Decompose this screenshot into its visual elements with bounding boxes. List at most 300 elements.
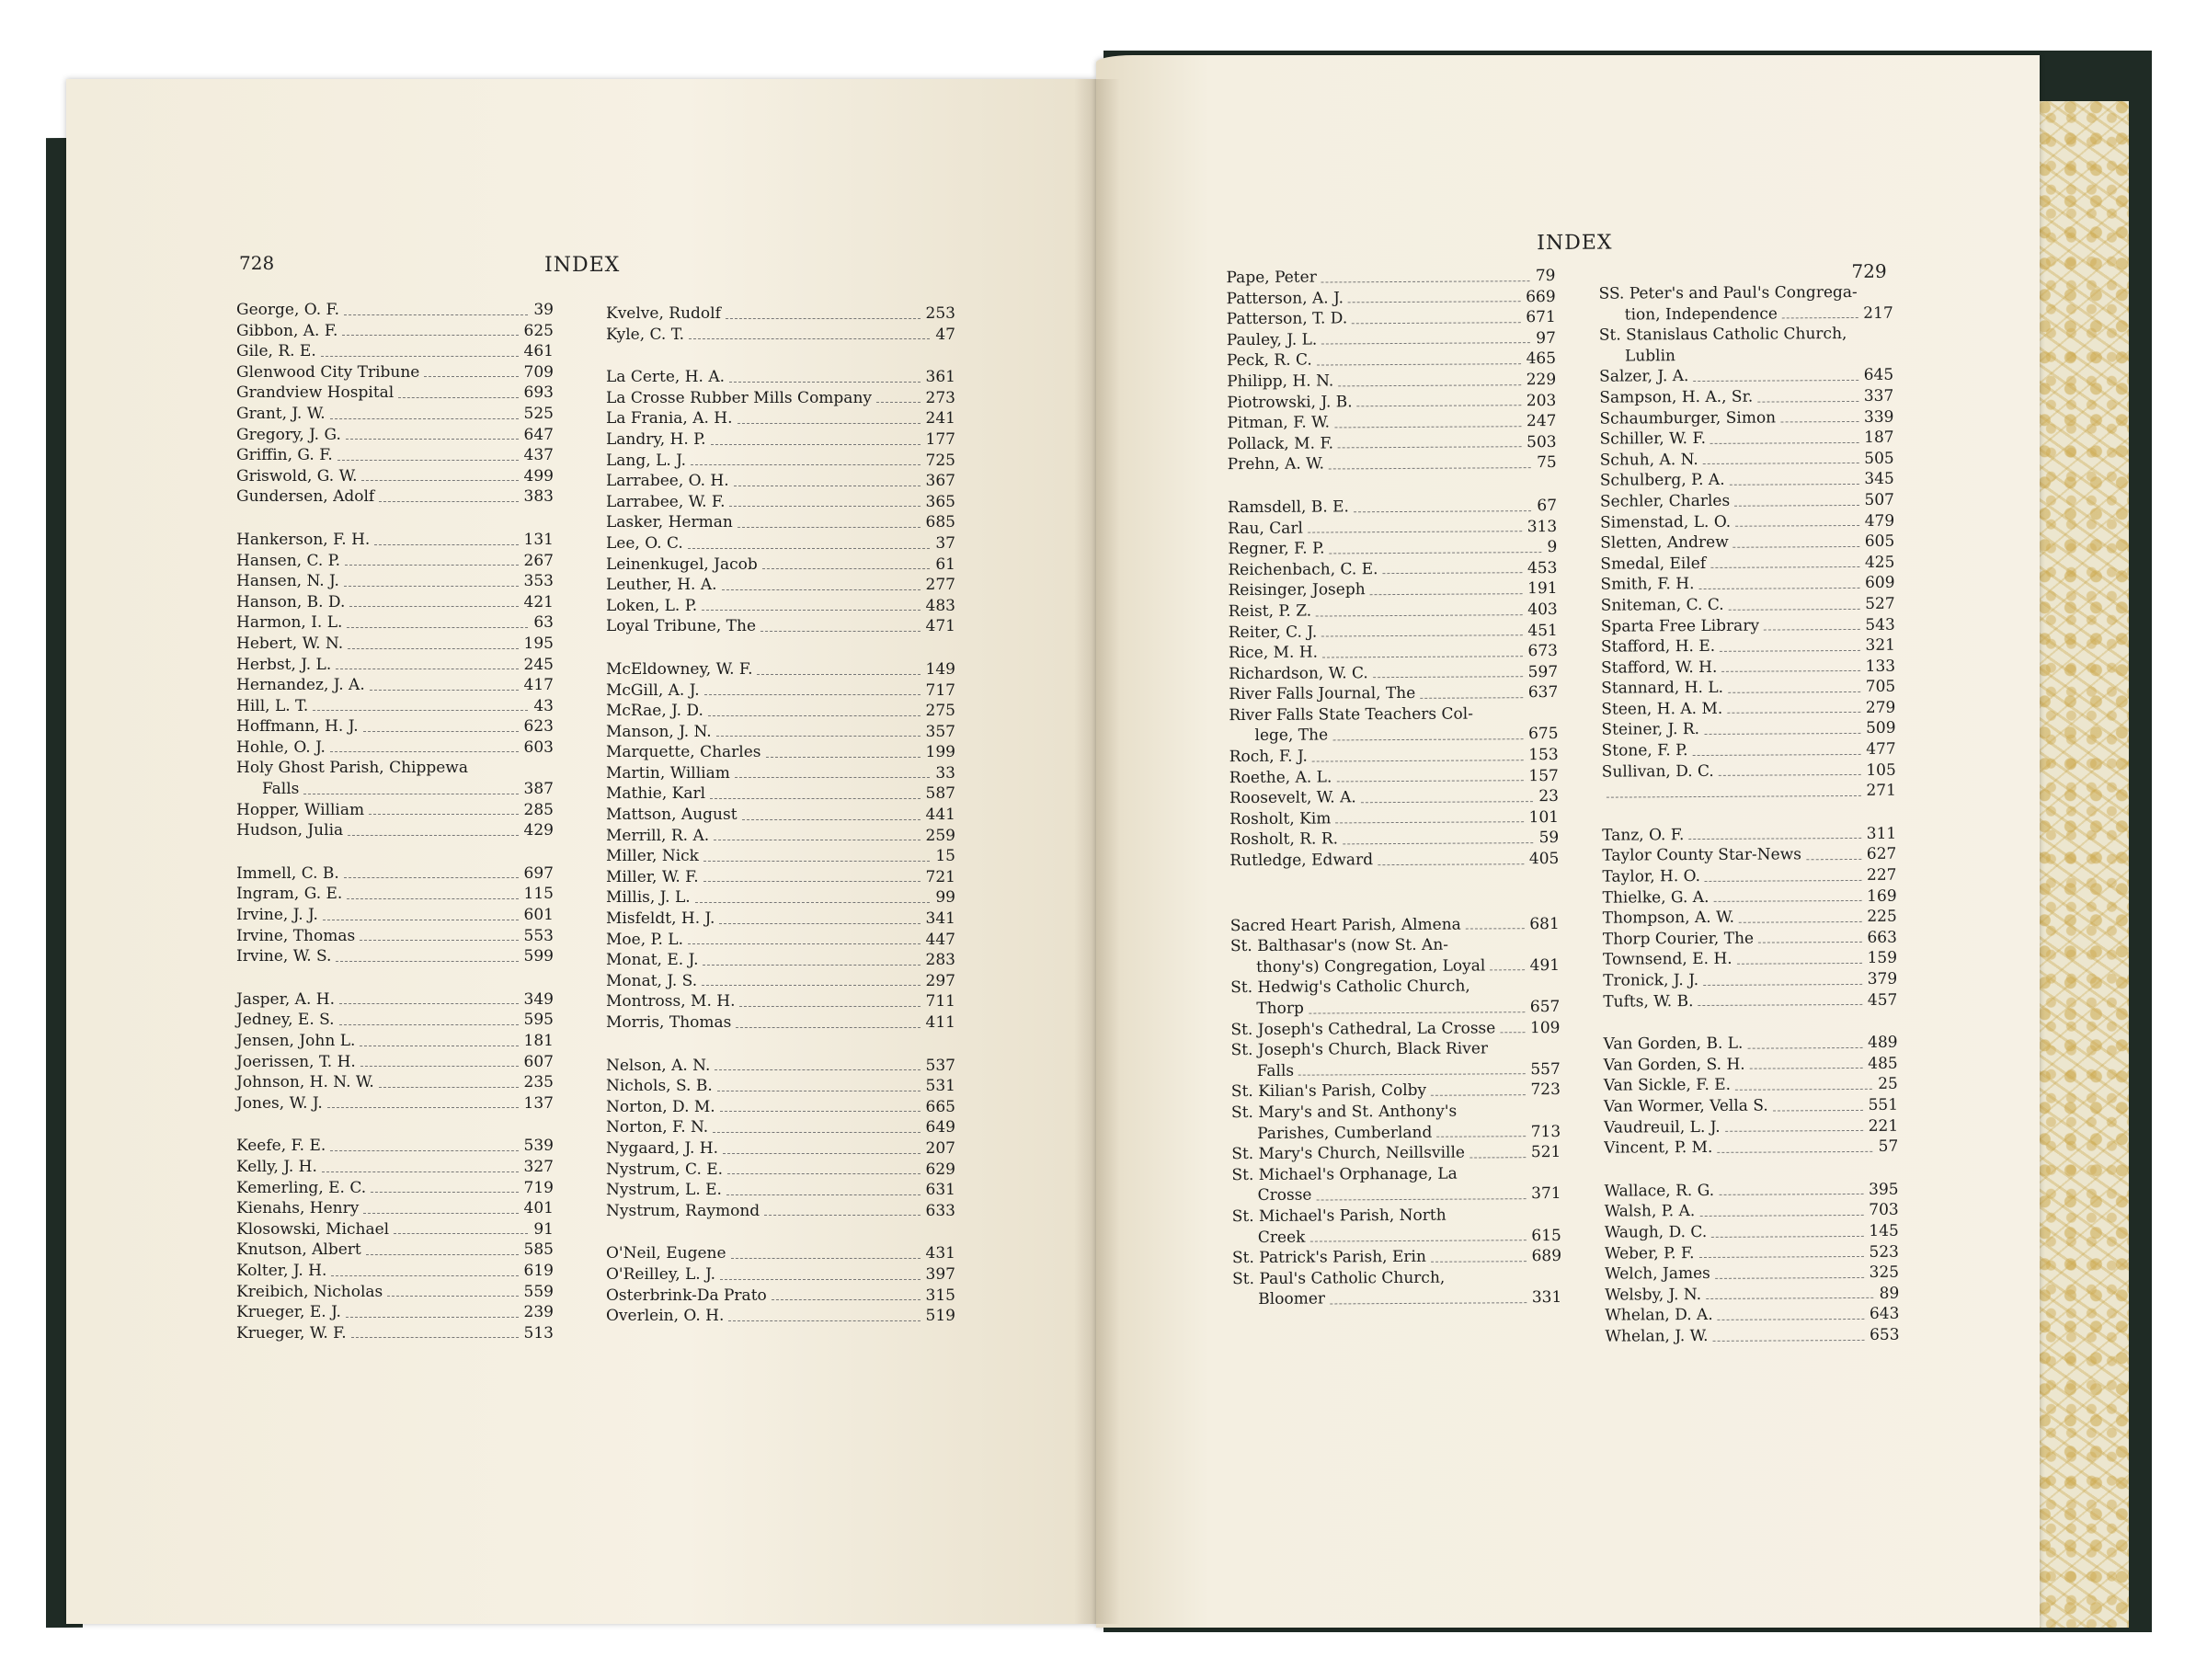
dot-leader: [1338, 370, 1521, 386]
entry-page-number: 673: [1527, 642, 1559, 661]
entry-name: Kemerling, E. C.: [236, 1178, 367, 1197]
index-entry: [606, 783, 955, 805]
entry-name: Pitman, F. W.: [1227, 413, 1331, 433]
index-entry: [1227, 391, 1556, 414]
index-entry: [1600, 448, 1894, 471]
index-entry: [236, 905, 554, 926]
entry-page-number: 283: [925, 951, 955, 970]
entry-name: Manson, J. N.: [606, 722, 712, 741]
dot-leader: [347, 884, 518, 899]
dot-leader: [764, 1201, 920, 1217]
entry-name: Rice, M. H.: [1228, 643, 1319, 663]
entry-name: La Frania, A. H.: [606, 409, 733, 429]
index-entry: [606, 451, 955, 472]
index-entry: [236, 1302, 554, 1323]
entry-page-number: 713: [1530, 1122, 1561, 1141]
dot-leader: [766, 742, 921, 758]
entry-name: Hanson, B. D.: [236, 592, 346, 611]
entry-page-number: 47: [935, 325, 955, 344]
entry-name: Irvine, J. J.: [236, 906, 318, 925]
entry-name: Smedal, Eilef: [1600, 554, 1707, 574]
index-entry: [1600, 490, 1894, 513]
dot-leader: [1735, 510, 1859, 526]
entry-name: Larrabee, W. F.: [606, 492, 726, 511]
index-entry: [236, 634, 554, 655]
section-gap: [606, 637, 955, 659]
entry-name: Tronick, J. J.: [1603, 971, 1699, 990]
entry-name: Reist, P. Z.: [1228, 601, 1312, 622]
entry-page-number: 609: [1865, 574, 1895, 593]
entry-name: Leinenkugel, Jacob: [606, 554, 758, 574]
entry-page-number: 191: [1527, 579, 1558, 599]
dot-leader: [303, 779, 518, 794]
section-gap: [236, 967, 554, 989]
index-entry: [236, 863, 554, 885]
index-entry: [606, 1306, 955, 1327]
entry-name: lege, The: [1254, 726, 1329, 746]
dot-leader: [1348, 287, 1520, 303]
entry-page-number: 457: [1867, 990, 1898, 1010]
entry-name: Lang, L. J.: [606, 451, 687, 470]
index-entry: [236, 551, 554, 572]
index-entry: [1601, 614, 1895, 637]
index-entry: [1230, 997, 1560, 1020]
entry-page-number: 721: [925, 867, 955, 886]
dot-leader: [728, 1306, 920, 1321]
entry-name: St. Kilian's Parish, Colby: [1230, 1081, 1427, 1102]
dot-leader: [742, 805, 921, 820]
entry-page-number: 247: [1526, 412, 1557, 431]
index-entry: [606, 846, 955, 867]
entry-page-number: 395: [1869, 1180, 1899, 1199]
page-header: INDEX: [544, 254, 621, 277]
index-entry: [606, 512, 955, 533]
entry-name: Nichols, S. B.: [606, 1077, 713, 1096]
entry-page-number: 649: [925, 1118, 955, 1137]
entry-page-number: 685: [925, 513, 955, 532]
index-entry: [1229, 703, 1558, 726]
dot-leader: [1735, 1074, 1872, 1091]
entry-name: tion, Independence: [1624, 304, 1778, 325]
entry-page-number: 437: [523, 446, 554, 465]
entry-page-number: 629: [925, 1160, 955, 1179]
entry-page-number: 273: [925, 388, 955, 407]
index-entry: [1605, 1221, 1899, 1244]
entry-name: SS. Peter's and Paul's Congrega-: [1598, 282, 1858, 303]
entry-page-number: 627: [1866, 845, 1897, 864]
dot-leader: [336, 655, 518, 670]
index-entry: [606, 1264, 955, 1286]
dot-leader: [729, 367, 921, 383]
entry-name: Regner, F. P.: [1228, 539, 1325, 559]
entry-name: Joerissen, T. H.: [236, 1052, 356, 1071]
entry-page-number: 657: [1529, 997, 1561, 1017]
index-entry: [1600, 510, 1894, 533]
entry-name: St. Joseph's Church, Black River: [1230, 1039, 1489, 1060]
entry-page-number: 503: [1527, 432, 1557, 451]
entry-page-number: 485: [1868, 1054, 1898, 1073]
entry-name: Leuther, H. A.: [606, 576, 717, 595]
entry-name: McEldowney, W. F.: [606, 659, 753, 679]
entry-name: Sacred Heart Parish, Almena: [1229, 915, 1461, 935]
entry-name: Larrabee, O. H.: [606, 472, 729, 491]
index-entry: [1227, 411, 1556, 434]
entry-name: Nystrum, C. E.: [606, 1160, 724, 1179]
entry-name: St. Michael's Orphanage, La: [1231, 1164, 1458, 1184]
index-column-2: [1599, 282, 1900, 1347]
entry-page-number: 665: [925, 1097, 955, 1116]
dot-leader: [327, 1093, 519, 1109]
entry-name: Sletten, Andrew: [1600, 532, 1729, 553]
entry-page-number: 525: [523, 404, 554, 423]
dot-leader: [695, 887, 931, 903]
index-entry: [236, 1072, 554, 1093]
dot-leader: [711, 429, 921, 445]
dot-leader: [1737, 948, 1862, 964]
index-entry: [606, 429, 955, 451]
dot-leader: [1322, 641, 1523, 657]
entry-page-number: 315: [925, 1286, 955, 1305]
dot-leader: [1698, 1241, 1863, 1258]
entry-name: Gile, R. E.: [236, 342, 316, 361]
index-entry: [606, 826, 955, 847]
entry-page-number: 603: [523, 737, 554, 757]
entry-page-number: 75: [1537, 453, 1557, 473]
dot-leader: [1431, 1080, 1525, 1096]
dot-leader: [360, 1031, 518, 1046]
entry-name: Thielke, G. A.: [1602, 887, 1710, 908]
entry-name: Whelan, D. A.: [1605, 1306, 1713, 1325]
entry-name: Waugh, D. C.: [1604, 1222, 1708, 1242]
entry-page-number: 311: [1866, 824, 1897, 843]
entry-page-number: 259: [925, 826, 955, 845]
entry-page-number: 451: [1527, 621, 1558, 640]
entry-page-number: 79: [1535, 266, 1556, 286]
entry-name: Sniteman, C. C.: [1600, 595, 1724, 615]
dot-leader: [1720, 635, 1859, 652]
entry-name: Griswold, G. W.: [236, 466, 358, 486]
index-entry: [1231, 1101, 1561, 1124]
entry-page-number: 245: [523, 655, 554, 674]
entry-page-number: 717: [925, 680, 955, 700]
dot-leader: [726, 1180, 921, 1195]
entry-name: Hudson, Julia: [236, 821, 344, 840]
dot-leader: [360, 926, 518, 942]
dot-leader: [1750, 1054, 1863, 1069]
dot-leader: [689, 325, 930, 340]
dot-leader: [772, 1286, 921, 1301]
index-entry: [1232, 1225, 1561, 1248]
dot-leader: [1466, 914, 1525, 930]
dot-leader: [1330, 1287, 1527, 1304]
entry-name: Falls: [262, 780, 300, 799]
entry-name: Nygaard, J. H.: [606, 1138, 718, 1158]
entry-name: George, O. F.: [236, 301, 340, 319]
entry-name: Krueger, E. J.: [236, 1303, 341, 1322]
index-entry: [236, 1052, 554, 1073]
index-entry: [1231, 1121, 1561, 1144]
index-entry: [236, 1240, 554, 1261]
entry-page-number: 9: [1547, 538, 1558, 557]
dot-leader: [1490, 955, 1524, 971]
entry-page-number: 519: [925, 1307, 955, 1326]
entry-page-number: 15: [935, 847, 955, 866]
index-entry: [1605, 1325, 1899, 1348]
entry-name: Van Gorden, B. L.: [1603, 1034, 1744, 1054]
dot-leader: [1329, 537, 1541, 554]
entry-name: St. Paul's Catholic Church,: [1232, 1268, 1446, 1288]
entry-name: Irvine, Thomas: [236, 926, 356, 945]
entry-name: Loken, L. P.: [606, 596, 698, 615]
index-entry: [1603, 948, 1897, 971]
entry-page-number: 595: [523, 1011, 554, 1030]
entry-page-number: 725: [925, 451, 955, 470]
dot-leader: [330, 404, 519, 419]
entry-name: Stannard, H. L.: [1601, 679, 1724, 698]
entry-page-number: 461: [523, 342, 554, 361]
index-entry: [1229, 849, 1559, 872]
dot-leader: [1336, 766, 1523, 783]
index-entry: [236, 1010, 554, 1031]
index-entry: [236, 655, 554, 676]
entry-page-number: 153: [1528, 746, 1559, 765]
index-entry: [1228, 496, 1557, 519]
entry-page-number: 559: [523, 1282, 554, 1301]
index-entry: [1227, 307, 1556, 330]
page-number: 729: [1851, 259, 1887, 282]
entry-page-number: 465: [1526, 349, 1557, 369]
entry-page-number: 527: [1865, 594, 1895, 613]
entry-name: Lee, O. C.: [606, 533, 683, 553]
index-entry: [236, 1178, 554, 1199]
entry-page-number: 157: [1528, 766, 1559, 785]
index-entry: [236, 1136, 554, 1157]
entry-page-number: 169: [1867, 886, 1897, 906]
index-entry: [1229, 724, 1558, 747]
entry-page-number: 353: [523, 572, 554, 591]
dot-leader: [691, 451, 920, 466]
entry-name: Philipp, H. N.: [1227, 371, 1334, 392]
right-page: [1096, 55, 2040, 1628]
index-entry: [1227, 287, 1556, 310]
section-gap: [236, 841, 554, 863]
dot-leader: [710, 783, 921, 799]
entry-name: Merrill, R. A.: [606, 826, 710, 845]
entry-page-number: 681: [1529, 914, 1560, 933]
entry-page-number: 159: [1867, 949, 1898, 968]
dot-leader: [1699, 1200, 1863, 1217]
entry-page-number: 177: [925, 429, 955, 449]
entry-name: Holy Ghost Parish, Chippewa: [236, 759, 468, 778]
entry-page-number: 37: [935, 533, 955, 553]
dot-leader: [716, 722, 921, 737]
index-entry: [606, 388, 955, 409]
index-entry: [1232, 1205, 1561, 1228]
entry-name: Hernandez, J. A.: [236, 676, 365, 695]
entry-name: Morris, Thomas: [606, 1013, 732, 1032]
dot-leader: [366, 1240, 519, 1255]
dot-leader: [720, 1097, 921, 1113]
dot-leader: [1739, 907, 1861, 922]
entry-name: Norton, D. M.: [606, 1097, 715, 1116]
dot-leader: [369, 800, 518, 816]
dot-leader: [1727, 698, 1860, 714]
entry-page-number: 477: [1866, 739, 1896, 759]
entry-page-number: 275: [925, 702, 955, 721]
index-entry: [1599, 386, 1893, 409]
section-gap: [1602, 802, 1896, 826]
entry-name: Reisinger, Joseph: [1228, 580, 1366, 600]
index-entry: [236, 425, 554, 446]
dot-leader: [1703, 969, 1862, 986]
dot-leader: [336, 946, 518, 962]
entry-page-number: 279: [1865, 698, 1896, 717]
index-entry: [236, 592, 554, 613]
index-entry: [1228, 558, 1557, 581]
section-gap: [606, 1221, 955, 1243]
entry-page-number: 453: [1527, 558, 1558, 577]
entry-name: Montross, M. H.: [606, 992, 736, 1011]
index-entry: [1603, 907, 1897, 930]
entry-name: Hopper, William: [236, 800, 365, 819]
entry-name: St. Hedwig's Catholic Church,: [1230, 977, 1470, 998]
dot-leader: [1725, 1115, 1863, 1132]
entry-page-number: 357: [925, 722, 955, 741]
entry-page-number: 709: [523, 362, 554, 382]
entry-page-number: 239: [523, 1303, 554, 1322]
dot-leader: [1317, 349, 1521, 366]
dot-leader: [1718, 1304, 1864, 1320]
entry-name: Sechler, Charles: [1599, 491, 1731, 511]
entry-page-number: 693: [523, 383, 554, 403]
dot-leader: [363, 1198, 518, 1214]
index-entry: [1229, 641, 1558, 664]
entry-name: Parishes, Cumberland: [1257, 1123, 1433, 1143]
entry-page-number: 131: [523, 530, 554, 549]
index-entry: [236, 362, 554, 383]
entry-name: Irvine, W. S.: [236, 947, 332, 966]
entry-page-number: 623: [523, 717, 554, 737]
section-gap: [1230, 892, 1560, 916]
index-entry: [1601, 594, 1895, 617]
index-entry: [1230, 976, 1560, 999]
dot-leader: [379, 486, 518, 502]
index-entry: [236, 1219, 554, 1240]
dot-leader: [1335, 807, 1523, 824]
dot-leader: [1711, 1221, 1863, 1238]
dot-leader: [1309, 1226, 1526, 1242]
entry-name: St. Stanislaus Catholic Church,: [1598, 325, 1847, 345]
entry-page-number: 631: [925, 1181, 955, 1200]
dot-leader: [424, 362, 518, 378]
entry-page-number: 23: [1538, 787, 1559, 806]
book-gutter: [1074, 79, 1120, 1624]
dot-leader: [313, 696, 528, 712]
entry-page-number: 285: [523, 800, 554, 819]
dot-leader: [1688, 824, 1860, 840]
index-entry: [236, 404, 554, 425]
index-entry: [236, 612, 554, 634]
entry-name: Kvelve, Rudolf: [606, 304, 721, 323]
entry-name: Sparta Free Library: [1600, 616, 1760, 636]
dot-leader: [1321, 328, 1530, 345]
index-entry: [1603, 886, 1897, 909]
entry-page-number: 557: [1530, 1059, 1561, 1079]
entry-name: Stafford, H. E.: [1600, 636, 1716, 657]
entry-page-number: 605: [1864, 531, 1895, 552]
entry-name: Pape, Peter: [1226, 268, 1317, 288]
entry-page-number: 601: [523, 906, 554, 925]
entry-page-number: 271: [1866, 781, 1896, 801]
entry-name: Lasker, Herman: [606, 513, 733, 532]
index-entry: [1228, 537, 1557, 560]
entry-name: Miller, Nick: [606, 847, 699, 866]
entry-name: River Falls Journal, The: [1229, 684, 1416, 704]
index-entry: [236, 820, 554, 841]
dot-leader: [702, 596, 920, 611]
entry-page-number: 587: [925, 784, 955, 804]
index-entry: [1232, 1287, 1561, 1310]
entry-name: Pauley, J. L.: [1226, 330, 1318, 349]
page-number: 728: [239, 252, 275, 274]
dot-leader: [330, 1136, 518, 1151]
entry-page-number: 145: [1869, 1221, 1899, 1240]
dot-leader: [1730, 469, 1859, 485]
dot-leader: [722, 575, 921, 590]
index-entry: [1601, 677, 1895, 700]
dot-leader: [1715, 1263, 1864, 1279]
entry-name: Reichenbach, C. E.: [1228, 559, 1378, 579]
index-entry: [236, 758, 554, 779]
index-entry: [1599, 428, 1893, 451]
dot-leader: [738, 512, 921, 528]
entry-page-number: 267: [523, 551, 554, 570]
entry-page-number: 25: [1878, 1075, 1898, 1094]
dot-leader: [729, 492, 920, 508]
entry-page-number: 91: [533, 1219, 554, 1239]
entry-name: Nystrum, Raymond: [606, 1201, 760, 1220]
entry-page-number: 33: [935, 763, 955, 783]
index-entry: [1230, 1018, 1560, 1041]
index-entry: [236, 341, 554, 362]
dot-leader: [735, 763, 930, 779]
dot-leader: [1343, 829, 1534, 845]
entry-page-number: 719: [523, 1178, 554, 1197]
entry-name: Immell, C. B.: [236, 863, 339, 883]
index-entry: [1599, 344, 1893, 367]
index-entry: [1599, 365, 1893, 388]
index-entry: [1229, 807, 1559, 830]
entry-name: Roch, F. J.: [1229, 747, 1308, 767]
entry-page-number: 599: [523, 947, 554, 966]
index-entry: [236, 486, 554, 508]
index-entry: [606, 616, 955, 637]
index-entry: [1600, 552, 1894, 575]
entry-page-number: 229: [1526, 370, 1557, 390]
dot-leader: [1378, 849, 1524, 865]
section-gap: [236, 1114, 554, 1136]
dot-leader: [1352, 307, 1520, 324]
dot-leader: [757, 659, 920, 675]
index-entry: [1603, 989, 1897, 1012]
entry-name: Mattson, August: [606, 806, 738, 825]
entry-name: Schulberg, P. A.: [1599, 471, 1725, 491]
entry-name: Griffin, G. F.: [236, 446, 333, 465]
dot-leader: [345, 551, 518, 566]
dot-leader: [702, 971, 920, 987]
entry-name: Schuh, A. N.: [1599, 450, 1698, 470]
index-entry: [606, 303, 955, 325]
